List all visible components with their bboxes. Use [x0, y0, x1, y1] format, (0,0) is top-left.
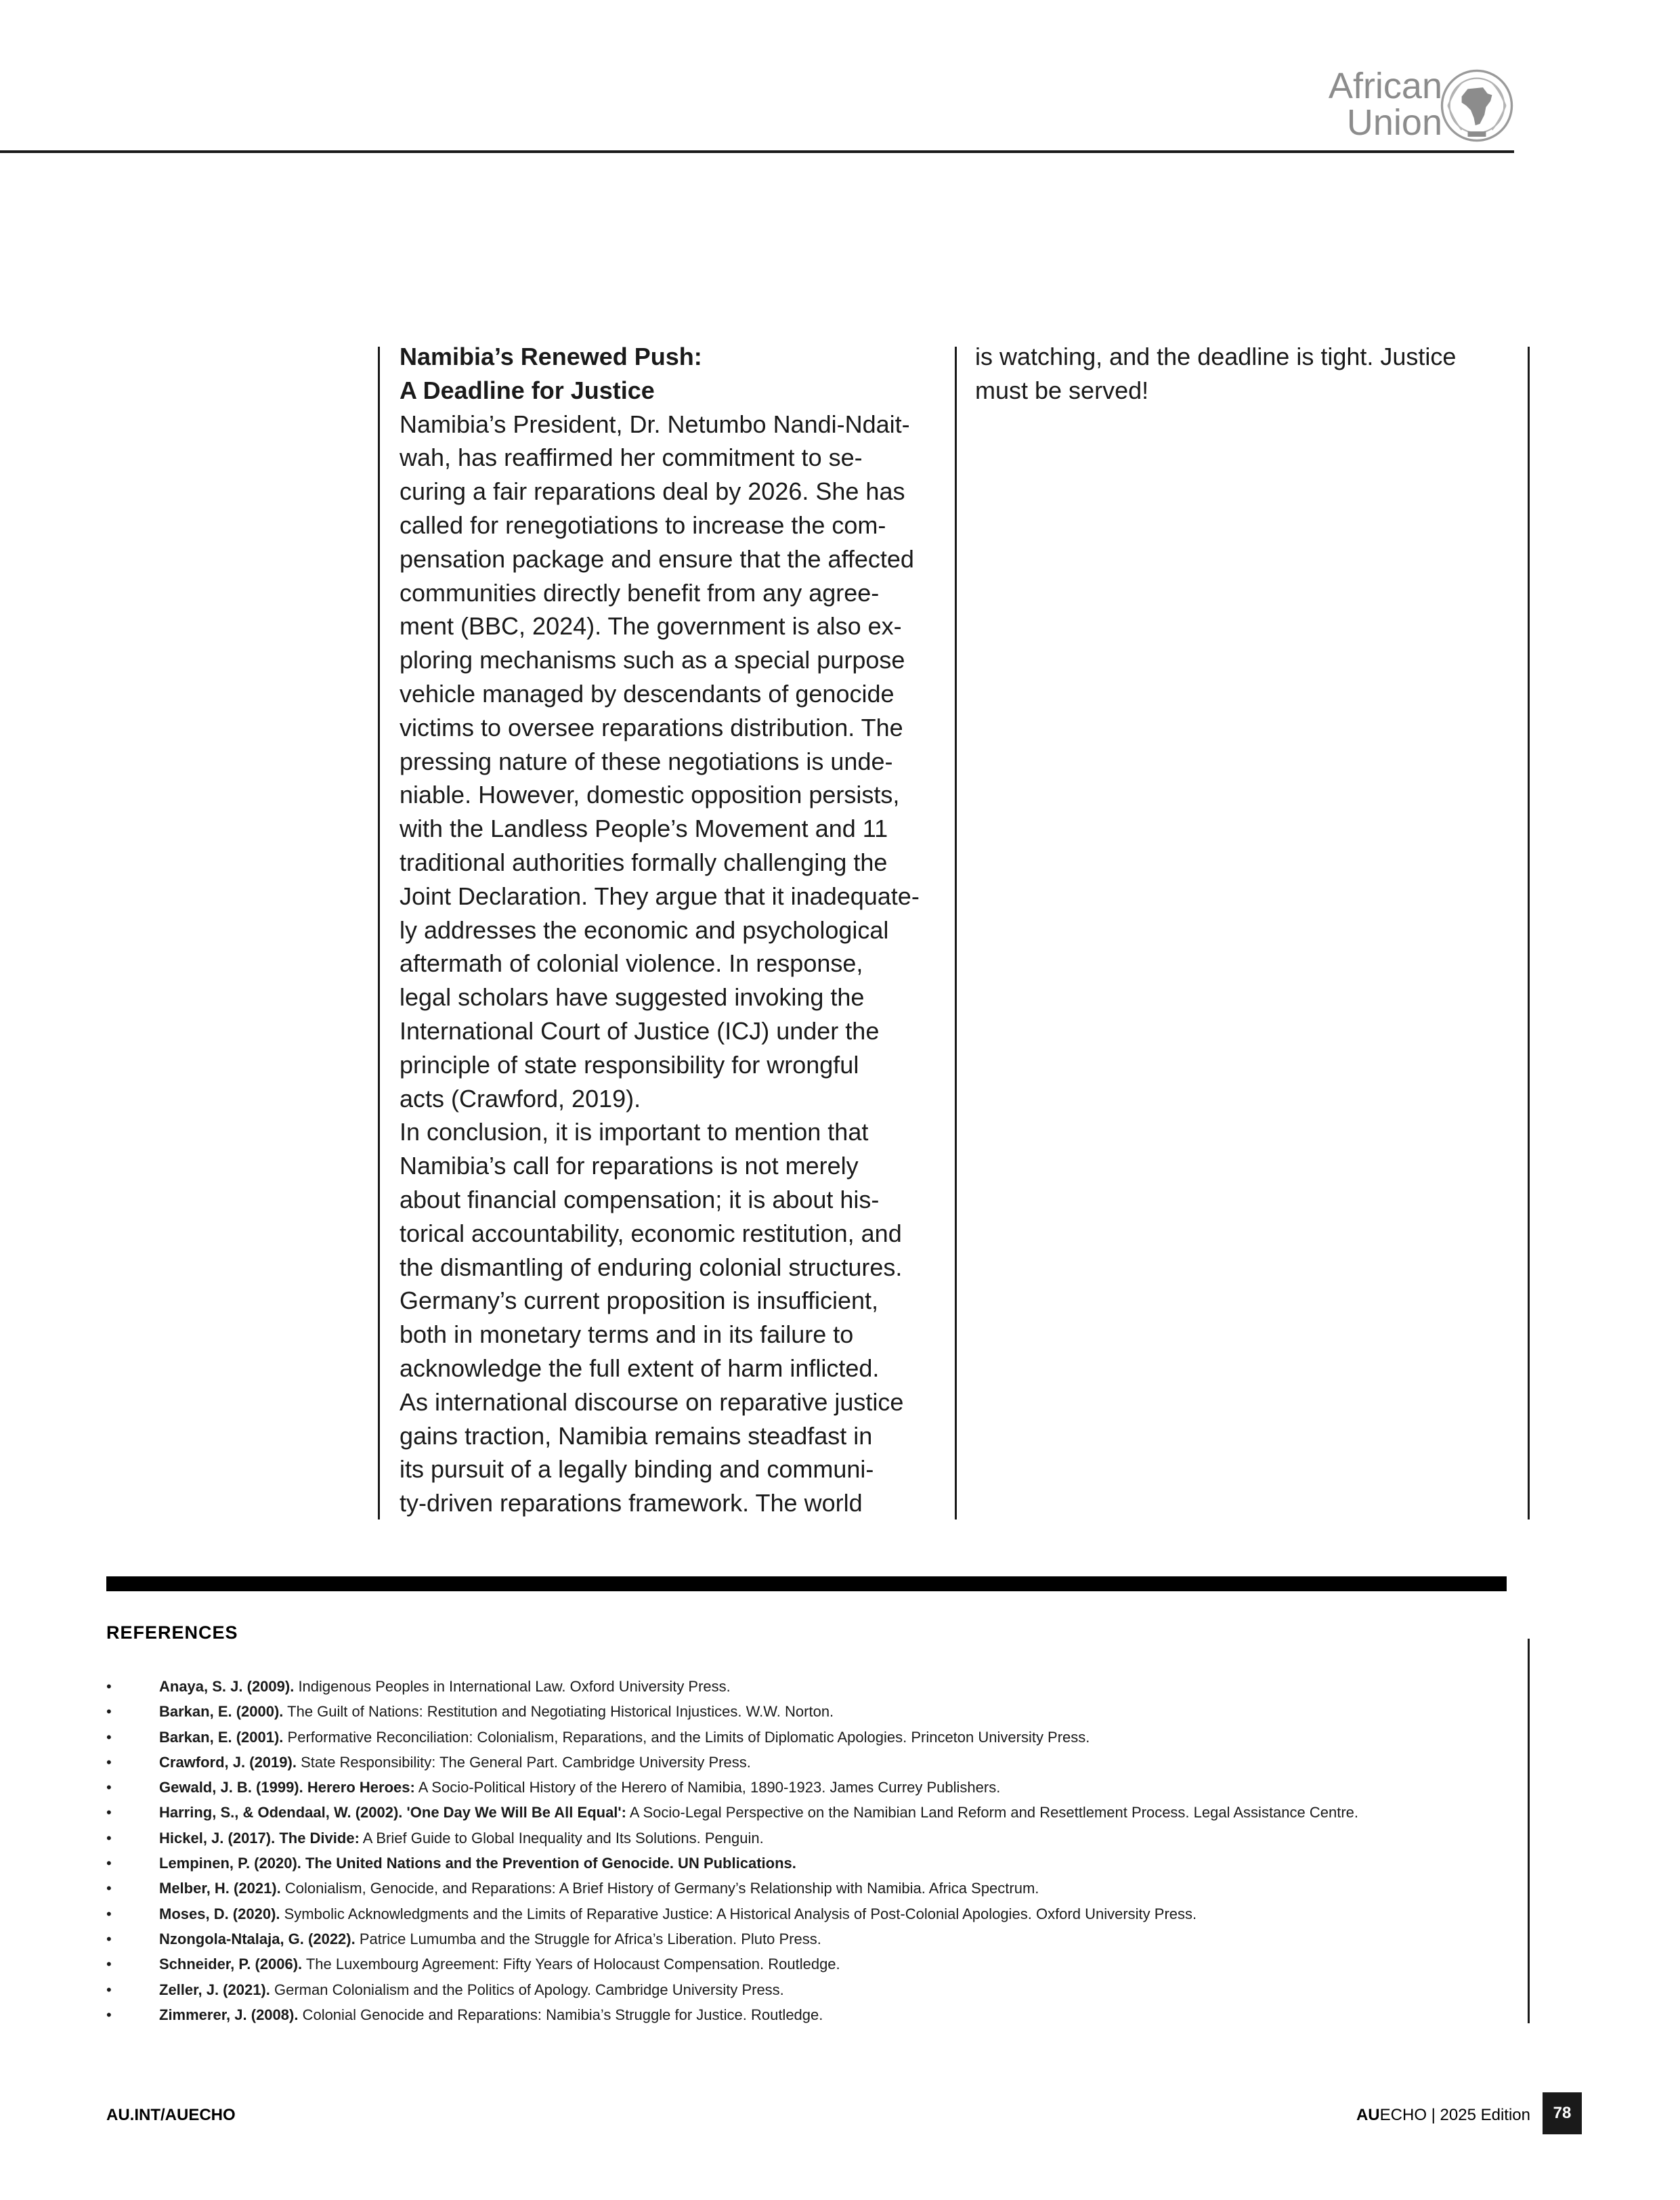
footer-edition	[1287, 2106, 1530, 2125]
header-rule	[0, 150, 1514, 153]
reference-author: Crawford, J. (2019).	[159, 1753, 297, 1771]
bullet-icon: •	[106, 1880, 112, 1897]
reference-author: Nzongola-Ntalaja, G. (2022).	[159, 1930, 356, 1947]
article-heading-line1: Namibia’s Renewed Push:	[400, 343, 702, 370]
reference-source: Symbolic Acknowledgments and the Limits of Reparative Justice: A Historical Analysis of Post-Colonial Apologies. Oxford University Press.	[280, 1905, 1197, 1922]
footer-brand-bold: AU	[1356, 2106, 1380, 2124]
bullet-icon: •	[106, 1829, 112, 1847]
reference-author: Moses, D. (2020).	[159, 1905, 280, 1922]
bullet-icon: •	[106, 1855, 112, 1872]
reference-author: Hickel, J. (2017). The Divide:	[159, 1829, 360, 1847]
reference-source: Performative Reconciliation: Colonialism, Reparations, and the Limits of Diplomatic Apologies. Princeton University Press.	[283, 1728, 1090, 1746]
reference-item	[106, 2002, 1522, 2027]
reference-author: Anaya, S. J. (2009).	[159, 1678, 295, 1695]
bullet-icon: •	[106, 1703, 112, 1721]
reference-source: German Colonialism and the Politics of Apology. Cambridge University Press.	[270, 1981, 784, 1998]
column-rule-middle	[955, 347, 957, 1519]
au-emblem-icon	[1439, 68, 1515, 144]
reference-author: Schneider, P. (2006).	[159, 1956, 303, 1973]
reference-item	[106, 1926, 1522, 1951]
reference-item	[106, 1826, 1522, 1851]
bullet-icon: •	[106, 1981, 112, 1998]
reference-source: State Responsibility: The General Part. Cambridge University Press.	[296, 1753, 751, 1771]
references-rule-right	[1528, 1639, 1530, 2023]
reference-author: Melber, H. (2021).	[159, 1880, 281, 1897]
reference-author: Barkan, E. (2000).	[159, 1703, 284, 1721]
bullet-icon: •	[106, 1930, 112, 1947]
reference-source: Indigenous Peoples in International Law. Oxford University Press.	[294, 1678, 731, 1695]
reference-source: A Socio-Political History of the Herero of Namibia, 1890-1923. James Currey Publishers.	[414, 1779, 1001, 1796]
reference-author: Gewald, J. B. (1999). Herero Heroes:	[159, 1779, 415, 1796]
article-paragraph-1: Namibia’s President, Dr. Netumbo Nandi-Ndait- wah, has reaffirmed her commitment to se- curing a fair reparations deal by 2026. She has called for renegotiations to increase the com- pensation package and ensure that the affected communities directly benefit from any agree- ment (BBC, 2024). The government is also ex- ploring mechanisms such as a special purpose vehicle managed by descendants of genocide victims to oversee reparations distribution. The pressing nature of these negotiations is unde- niable. However, domestic opposition persists, with the Landless People’s Movement and 11 traditional authorities formally challenging the Joint Declaration. They argue that it inadequate- ly addresses the economic and psychological aftermath of colonial violence. In response, legal scholars have suggested invoking the International Court of Justice (ICJ) under the principle of state responsibility for wrongful acts (Crawford, 2019).	[400, 410, 920, 1113]
reference-source: Colonialism, Genocide, and Reparations: A Brief History of Germany’s Relationship with Namibia. Africa Spectrum.	[280, 1880, 1039, 1897]
article-heading	[400, 340, 941, 408]
bullet-icon: •	[106, 2006, 112, 2023]
article-heading-line2: A Deadline for Justice	[400, 376, 655, 404]
article-paragraph-2: In conclusion, it is important to mention that Namibia’s call for reparations is not merely about financial compensation; it is about his- torical accountability, economic restitution, and the dismantling of enduring colonial structures. Germany’s current proposition is insufficient, both in monetary terms and in its failure to acknowledge the full extent of harm inflicted. As international discourse on reparative justice gains traction, Namibia remains steadfast in its pursuit of a legally binding and communi- ty-driven reparations framework. The world	[400, 1118, 904, 1517]
references-divider-bar	[106, 1576, 1507, 1591]
logo-line2: Union	[1346, 102, 1442, 143]
reference-item	[106, 1750, 1522, 1775]
article-column-2: is watching, and the deadline is tight. Justice must be served!	[975, 343, 1457, 404]
column-rule-left	[378, 347, 380, 1519]
bullet-icon: •	[106, 1753, 112, 1771]
logo-wordmark	[1307, 68, 1442, 141]
reference-item	[106, 1977, 1522, 2002]
references-title: REFERENCES	[106, 1622, 238, 1643]
reference-item	[106, 1800, 1522, 1825]
reference-source: A Socio-Legal Perspective on the Namibian Land Reform and Resettlement Process. Legal Assistance Centre.	[626, 1804, 1359, 1821]
reference-item	[106, 1951, 1522, 1977]
reference-item	[106, 1901, 1522, 1926]
article-column-1	[400, 340, 941, 1520]
reference-item	[106, 1674, 1522, 1699]
reference-author: Zeller, J. (2021).	[159, 1981, 270, 1998]
reference-source: Colonial Genocide and Reparations: Namibia’s Struggle for Justice. Routledge.	[298, 2006, 823, 2023]
reference-source: Patrice Lumumba and the Struggle for Africa’s Liberation. Pluto Press.	[355, 1930, 821, 1947]
reference-author: Harring, S., & Odendaal, W. (2002). 'One Day We Will Be All Equal':	[159, 1804, 626, 1821]
reference-author: Zimmerer, J. (2008).	[159, 2006, 299, 2023]
bullet-icon: •	[106, 1905, 112, 1922]
footer-website-link[interactable]: AU.INT/AUECHO	[106, 2106, 236, 2124]
reference-author: Lempinen, P. (2020). The United Nations and the Prevention of Genocide. UN Publications.	[159, 1855, 796, 1872]
bullet-icon: •	[106, 1956, 112, 1973]
reference-item	[106, 1876, 1522, 1901]
reference-author: Barkan, E. (2001).	[159, 1728, 284, 1746]
african-union-logo	[1307, 68, 1510, 149]
logo-line1: African	[1328, 66, 1442, 106]
reference-item	[106, 1851, 1522, 1876]
reference-item	[106, 1775, 1522, 1800]
bullet-icon: •	[106, 1804, 112, 1821]
column-rule-right	[1528, 347, 1530, 1519]
bullet-icon: •	[106, 1779, 112, 1796]
footer-brand-rest: ECHO | 2025 Edition	[1379, 2106, 1530, 2124]
reference-source: A Brief Guide to Global Inequality and Its Solutions. Penguin.	[359, 1829, 764, 1847]
page-number: 78	[1543, 2092, 1582, 2134]
reference-source: The Luxembourg Agreement: Fifty Years of Holocaust Compensation. Routledge.	[302, 1956, 840, 1973]
reference-source: The Guilt of Nations: Restitution and Negotiating Historical Injustices. W.W. Norton.	[283, 1703, 834, 1721]
bullet-icon: •	[106, 1728, 112, 1746]
references-list	[106, 1674, 1522, 2027]
bullet-icon: •	[106, 1678, 112, 1695]
reference-item	[106, 1725, 1522, 1750]
reference-item	[106, 1699, 1522, 1724]
